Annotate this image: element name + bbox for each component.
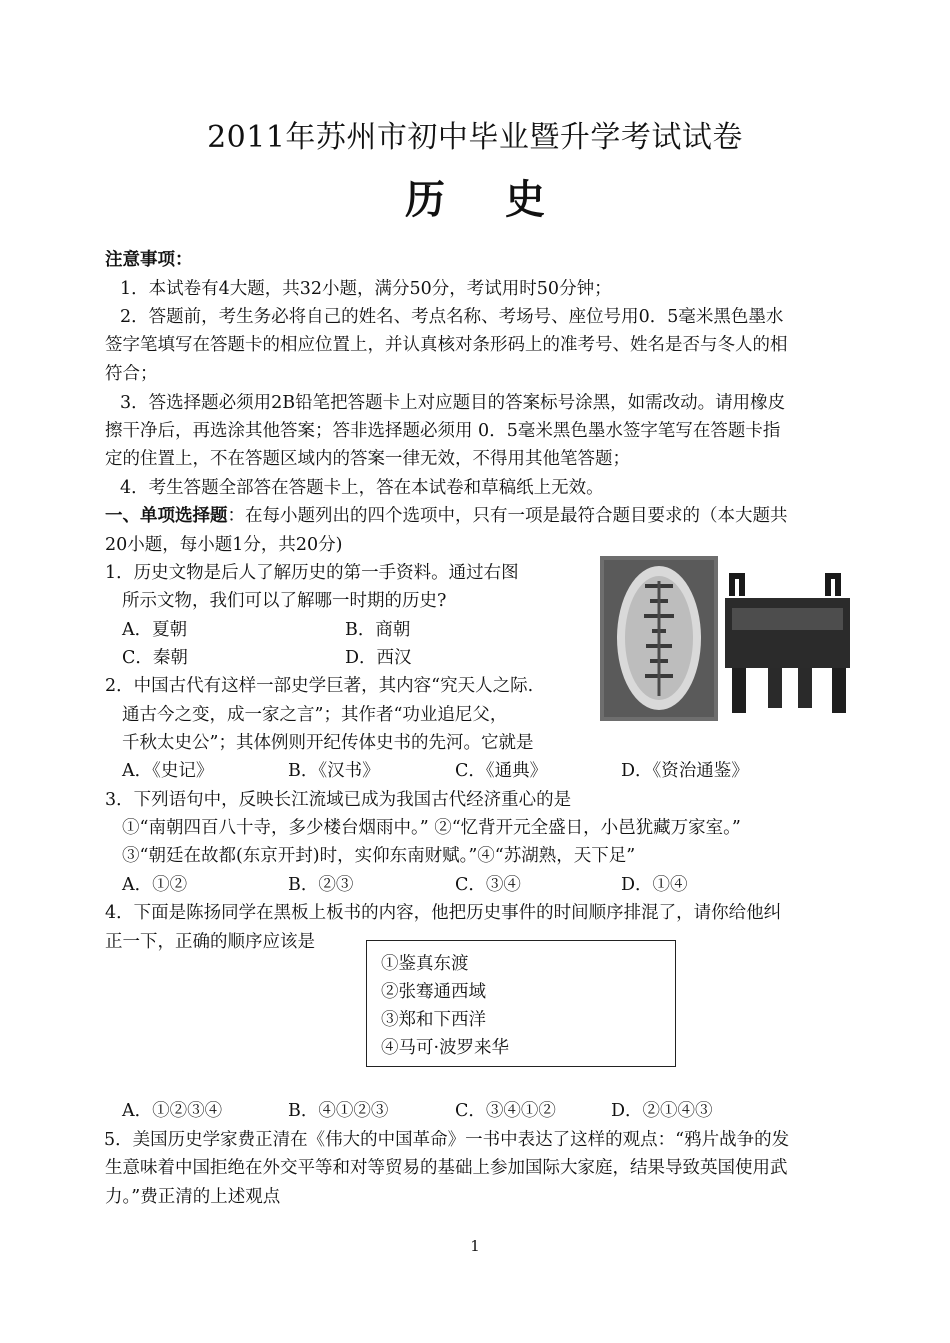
- q3-stem: 3．下列语句中，反映长江流域已成为我国古代经济重心的是: [105, 790, 572, 810]
- q4-board-item-4: ④马可·波罗来华: [381, 1038, 510, 1058]
- q2-option-c: C．《通典》: [455, 761, 548, 781]
- q4-board-item-2: ②张骞通西域: [381, 982, 486, 1002]
- q2-stem-2: 通古今之变，成一家之言”；其作者“功业追尼父，: [122, 705, 508, 725]
- q3-option-d: D．①④: [621, 875, 688, 895]
- note-line-8: 4．考生答题全部答在答题卡上，答在本试卷和草稿纸上无效。: [120, 478, 604, 498]
- q5-stem-1: 5．美国历史学家费正清在《伟大的中国革命》一书中表达了这样的观点：“鸦片战争的发: [104, 1130, 790, 1150]
- ding-leg-4: [832, 668, 846, 713]
- note-line-4: 符合；: [105, 364, 158, 384]
- section1-line: [105, 508, 788, 526]
- q4-stem-2: 正一下，正确的顺序应该是: [105, 932, 315, 952]
- note-line-2: 2．答题前，考生务必将自己的姓名、考点名称、考场号、座位号用0．5毫米黑色墨水: [120, 307, 784, 327]
- q1-stem-2: 所示文物，我们可以了解哪一时期的历史?: [122, 591, 447, 611]
- q2-option-a: A．《史记》: [122, 761, 214, 781]
- q3-option-c: C．③④: [455, 875, 521, 895]
- ding-leg-3: [798, 668, 812, 708]
- note-line-6: 擦干净后，再选涂其他答案；答非选择题必须用 0．5毫米黑色墨水签字笔写在答题卡指: [105, 421, 781, 441]
- bronze-artifacts-photo: [600, 556, 865, 721]
- q4-board-item-1: ①鉴真东渡: [381, 954, 469, 974]
- q3-quote-line-2: ③“朝廷在故都(东京开封)时，实仰东南财赋。”④“苏湖熟，天下足”: [122, 846, 636, 866]
- q1-option-b: B．商朝: [345, 620, 411, 640]
- section1-instructions: ：在每小题列出的四个选项中，只有一项是最符合题目要求的（本大题共: [227, 506, 788, 526]
- q4-blackboard-box: [366, 940, 676, 1067]
- exam-title: 2011年苏州市初中毕业暨升学考试试卷: [207, 120, 743, 155]
- note-line-3: 签字笔填写在答题卡的相应位置上，并认真核对条形码上的准考号、姓名是否与冬人的相: [105, 335, 788, 355]
- notes-heading: 注意事项：: [105, 250, 193, 270]
- note-line-7: 定的住置上，不在答题区域内的答案一律无效，不得用其他笔答题；: [105, 449, 630, 469]
- q4-board-item-3: ③郑和下西洋: [381, 1010, 486, 1030]
- note-line-1: 1．本试卷有4大题，共32小题，满分50分，考试用时50分钟；: [120, 279, 612, 299]
- q4-stem-1: 4．下面是陈扬同学在黑板上板书的内容，他把历史事件的时间顺序排混了，请你给他纠: [105, 903, 782, 923]
- q1-option-c: C．秦朝: [122, 648, 188, 668]
- q5-stem-2: 生意味着中国拒绝在外交平等和对等贸易的基础上参加国际大家庭，结果导致英国使用武: [105, 1158, 788, 1178]
- q4-option-b: B．④①②③: [288, 1101, 389, 1121]
- ding-leg-2: [768, 668, 782, 708]
- q2-stem-1: 2．中国古代有这样一部史学巨著，其内容“究天人之际.: [105, 676, 534, 696]
- q2-stem-3: 千秋太史公”；其体例则开纪传体史书的先河。它就是: [122, 733, 534, 753]
- page-number: 1: [470, 1237, 480, 1255]
- q3-option-a: A．①②: [122, 875, 188, 895]
- ding-decoration-band: [732, 608, 843, 630]
- q1-option-d: D．西汉: [345, 648, 412, 668]
- q1-stem-1: 1．历史文物是后人了解历史的第一手资料。通过右图: [105, 563, 519, 583]
- q2-option-b: B．《汉书》: [288, 761, 380, 781]
- q3-quote-line-1: ①“南朝四百八十寺，多少楼台烟雨中。” ②“忆背开元全盛日，小邑犹藏万家室。”: [122, 818, 741, 838]
- q1-option-a: A．夏朝: [122, 620, 188, 640]
- ding-leg-1: [732, 668, 746, 713]
- section1-instructions-2: 20小题，每小题1分，共20分): [105, 535, 343, 555]
- q2-option-d: D．《资治通鉴》: [621, 761, 749, 781]
- q4-option-c: C．③④①②: [455, 1101, 556, 1121]
- subject-title: 历史: [405, 176, 605, 223]
- section1-heading: 一、单项选择题: [105, 506, 228, 526]
- q5-stem-3: 力。”费正清的上述观点: [105, 1187, 281, 1207]
- q4-option-a: A．①②③④: [122, 1101, 223, 1121]
- q3-option-b: B．②③: [288, 875, 354, 895]
- q4-option-d: D．②①④③: [611, 1101, 713, 1121]
- note-line-5: 3．答选择题必须用2B铅笔把答题卡上对应题目的答案标号涂黑，如需改动。请用橡皮: [120, 393, 786, 413]
